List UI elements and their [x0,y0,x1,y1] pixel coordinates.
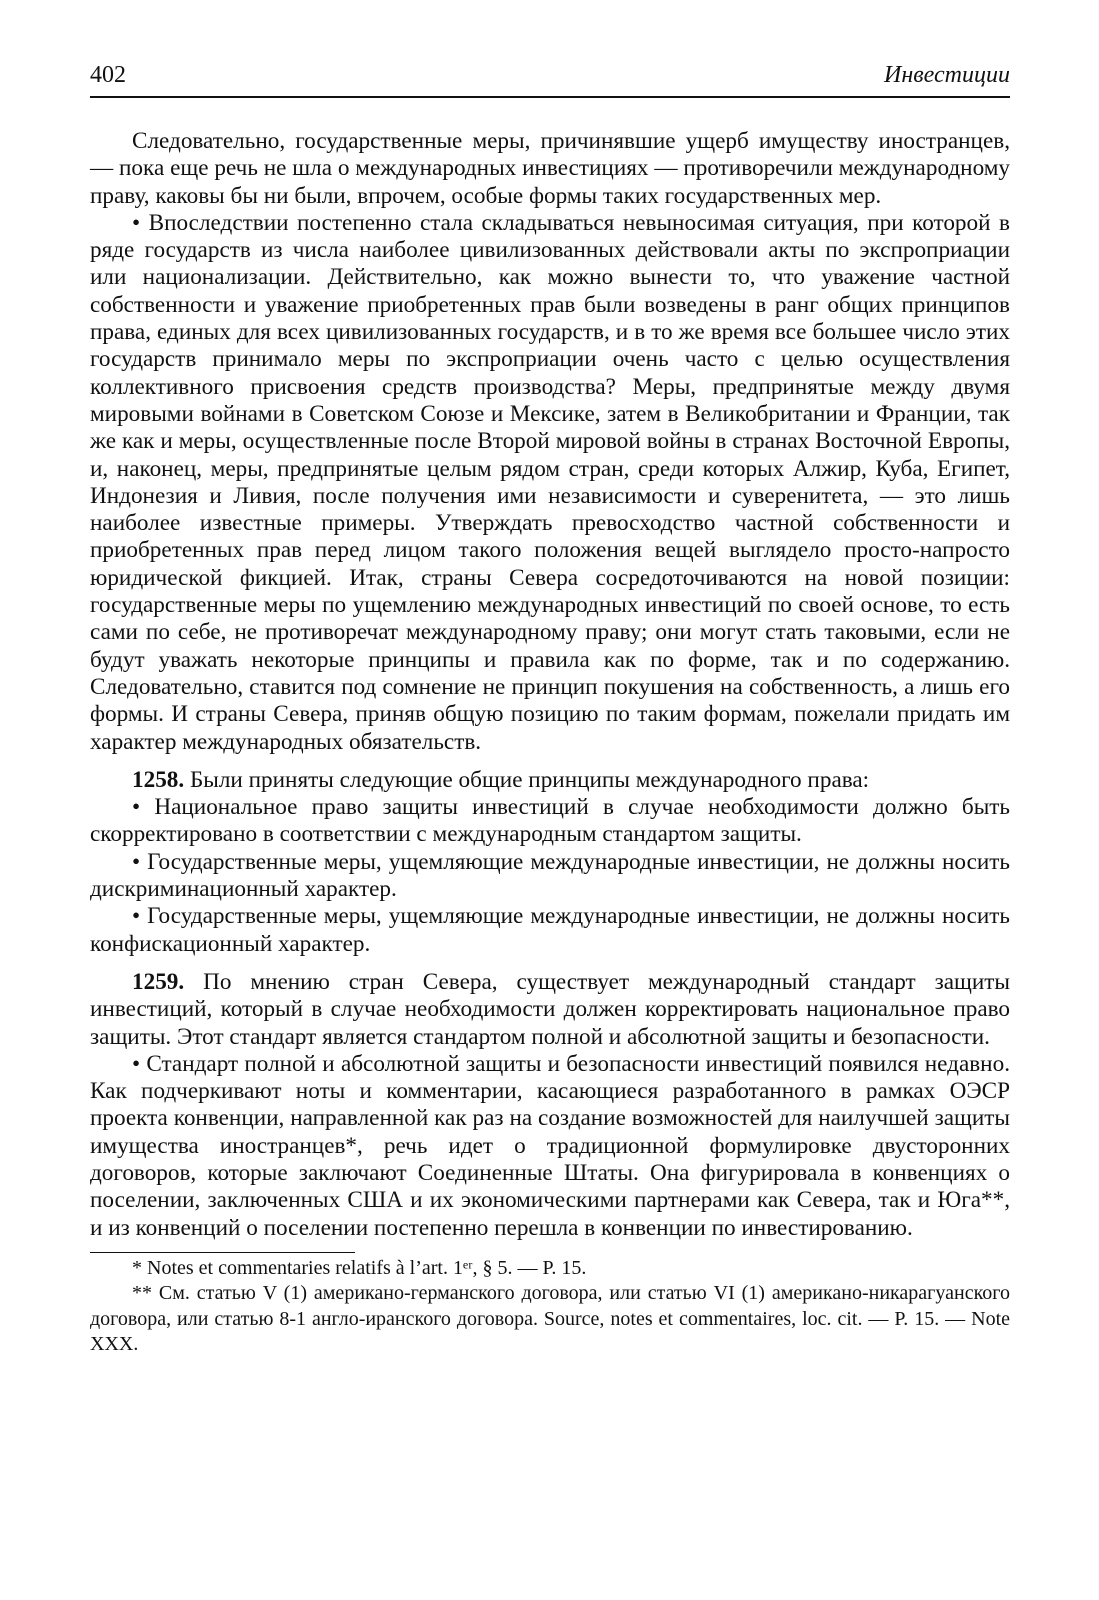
running-header [90,60,1010,98]
page-number: 402 [90,62,126,88]
bullet-item: • Государственные меры, ущемляющие международные инвестиции, не должны носить дискриминационный характер. [90,848,1010,903]
paragraph: • Впоследствии постепенно стала складываться невыносимая ситуация, при которой в ряде государств из числа наиболее цивилизованных действовали акты по экспроприации или национализации. Действительно, как можно вынести то, что уважение частной собственности и уважение приобретенных прав были возведены в ранг общих принципов права, единых для всех цивилизованных государств, и в то же время все большее число этих государств принимало меры по экспроприации очень часто с целью осуществления коллективного присвоения средств производства? Меры, предпринятые между двумя мировыми войнами в Советском Союзе и Мексике, затем в Великобритании и Франции, так же как и меры, осуществленные после Второй мировой войны в странах Восточной Европы, и, наконец, меры, предпринятые целым рядом стран, среди которых Алжир, Куба, Египет, Индонезия и Ливия, после получения ими независимости и суверенитета, — это лишь наиболее известные примеры. Утверждать превосходство частной собственности и приобретенных прав перед лицом такого положения вещей выглядело просто-напросто юридической фикцией. Итак, страны Севера сосредоточиваются на новой позиции: государственные меры по ущемлению международных инвестиций по своей основе, то есть сами по себе, не противоречат международному праву; они могут стать таковыми, если не будут уважать некоторые принципы и правила как по форме, так и по содержанию. Следовательно, ставится под сомнение не принцип покушения на собственность, а лишь его формы. И страны Севера, приняв общую позицию по таким формам, пожелали придать им характер международных обязательств. [90,209,1010,755]
bullet-item: • Национальное право защиты инвестиций в случае необходимости должно быть скорректировано в соответствии с международным стандартом защиты. [90,794,1010,848]
bullet-item: • Государственные меры, ущемляющие международные инвестиции, не должны носить конфискационный характер. [90,903,1010,957]
paragraph: • Стандарт полной и абсолютной защиты и безопасности инвестиций появился недавно. Как подчеркивают ноты и комментарии, касающиеся разработанного в рамках ОЭСР проекта конвенции, направленной как раз на создание возможностей для наилучшей защиты имущества иностранцев*, речь идет о традиционной формулировке двусторонних договоров, которые заключают Соединенные Штаты. Она фигурировала в конвенциях о поселении, заключенных США и их экономическими партнерами как Севера, так и Юга**, и из конвенций о поселении постепенно перешла в конвенции по инвестированию. [90,1050,1010,1241]
main-text [90,128,1010,1242]
running-title: Инвестиции [884,62,1010,88]
footnotes [90,1256,1010,1358]
paragraph-text: Были приняты следующие общие принципы международного права: [184,766,870,793]
footnote: * Notes et commentaries relatifs à l’art. 1ᵉʳ, § 5. — P. 15. [132,1256,587,1279]
paragraph-number: 1258. [132,766,185,793]
footnote: ** См. статью V (1) американо-германского договора, или статью VI (1) американо-никарагуанского договора, или статью 8-1 англо-иранского договора. Source, notes et commentaires, loc. cit. — P. 15. — Note XXX. [90,1282,1010,1356]
numbered-paragraph-1259 [90,969,1010,1051]
page [90,60,1010,1358]
paragraph: Следовательно, государственные меры, причинявшие ущерб имуществу иностранцев, — пока еще речь не шла о международных инвестициях — противоречили международному праву, каковы бы ни были, впрочем, особые формы таких государственных мер. [90,128,1010,209]
footnote-divider [90,1252,355,1253]
numbered-paragraph-1258 [90,767,1010,794]
paragraph-text: По мнению стран Севера, существует международный стандарт защиты инвестиций, который в случае необходимости должен корректировать национальное право защиты. Этот стандарт является стандартом полной и абсолютной защиты и безопасности. [90,968,1010,1050]
paragraph-number: 1259. [132,968,185,995]
